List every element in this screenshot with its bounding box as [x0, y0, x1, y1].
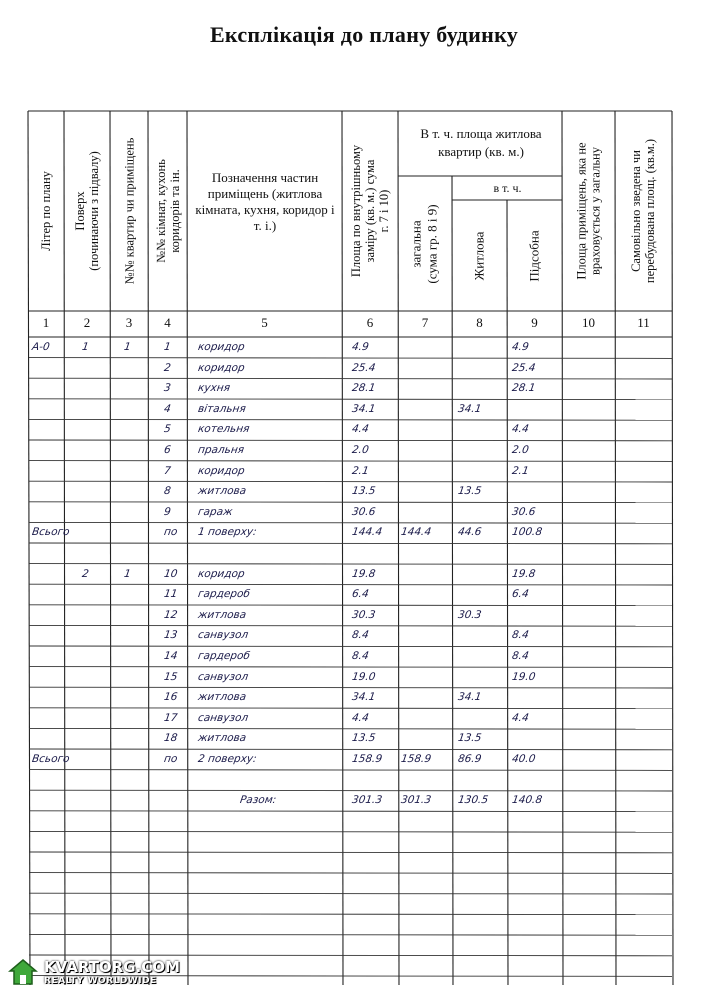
cell-c5: санвузол [197, 711, 250, 724]
cell-c9: 100.8 [511, 526, 543, 539]
cell-c9: 40.0 [511, 753, 537, 765]
cell-c5: котельня [197, 423, 251, 436]
cell-c4: по [163, 753, 179, 765]
header-floor-line2: (починаючи з підвалу) [87, 151, 101, 271]
cell-c6: 301.3 [351, 794, 383, 807]
cell-c8: 34.1 [457, 691, 483, 704]
header-unauthorized [615, 111, 672, 311]
cell-c7: 301.3 [400, 794, 432, 807]
cell-c6: 4.9 [351, 341, 370, 353]
column-number: 6 [366, 315, 374, 330]
cell-c6: 13.5 [351, 485, 377, 498]
cell-c9: 25.4 [511, 361, 537, 374]
header-floor [64, 111, 110, 311]
watermark-text [44, 958, 180, 986]
header-area-line3: г. 7 і 10) [377, 189, 391, 233]
cell-c6: 2.0 [351, 444, 370, 456]
cell-c9: 28.1 [511, 382, 537, 395]
cell-c5: 1 поверху: [197, 526, 258, 539]
cell-c2: 2 [81, 567, 90, 580]
header-total-living [398, 176, 452, 311]
cell-c6: 8.4 [351, 629, 370, 642]
cell-c5: кухня [197, 382, 231, 395]
header-total-line2: (сума гр. 8 і 9) [425, 203, 440, 284]
cell-c5: санвузол [197, 629, 250, 642]
cell-c9: 19.0 [511, 670, 537, 683]
cell-c9: 30.6 [511, 505, 537, 518]
cell-c4: 4 [163, 402, 172, 415]
cell-c6: 13.5 [351, 732, 377, 745]
cell-c6: 30.3 [351, 608, 377, 621]
cell-c6: 4.4 [351, 423, 370, 436]
header-designation: Позначення частин приміщень (житлова кімната, кухня, коридор і т. і.) [195, 170, 335, 233]
header-floor-line1: Поверх [73, 191, 87, 231]
cell-c1: Всього [31, 753, 71, 765]
cell-c9: 4.4 [511, 423, 530, 436]
cell-c5: житлова [197, 485, 248, 498]
column-number: 7 [421, 315, 429, 330]
cell-c1: А-0 [31, 341, 51, 353]
column-number: 11 [637, 315, 650, 330]
cell-c9: 8.4 [511, 650, 530, 662]
cell-c9: 140.8 [511, 794, 543, 807]
header-notcounted-line1: Площа приміщень, яка не [574, 142, 589, 280]
cell-c9: 4.4 [511, 711, 530, 724]
cell-c4: 2 [163, 361, 172, 374]
cell-c5: 2 поверху: [197, 753, 258, 765]
header-apartments: №№ квартир чи приміщень [122, 137, 136, 285]
column-number: 9 [531, 315, 538, 330]
cell-c9: 2.0 [511, 444, 530, 456]
cell-c8: 130.5 [457, 794, 489, 807]
cell-c6: 158.9 [351, 753, 383, 765]
column-number: 3 [125, 315, 133, 330]
header-subgroup: в т. ч. [493, 181, 522, 195]
cell-c8: 13.5 [457, 732, 483, 745]
cell-c5: коридор [197, 341, 246, 353]
header-rooms-line2: коридорів та ін. [167, 169, 182, 253]
header-area-line2: заміру (кв. м.) сума [363, 159, 377, 263]
cell-c5: гардероб [197, 588, 251, 601]
cell-c4: 13 [163, 629, 179, 642]
cell-c6: 4.4 [351, 711, 370, 724]
cell-c5: вітальня [197, 402, 247, 415]
cell-c8: 30.3 [457, 608, 483, 621]
cell-c4: 11 [163, 588, 179, 601]
cell-c4: 17 [163, 711, 179, 724]
cell-c6: 34.1 [351, 691, 377, 704]
column-number: 4 [164, 315, 171, 330]
column-number: 10 [582, 315, 595, 330]
cell-c8: 44.6 [457, 526, 483, 539]
header-not-counted [562, 111, 615, 311]
cell-c6: 28.1 [351, 382, 377, 395]
header-area-total [342, 111, 398, 311]
cell-c4: 3 [163, 382, 172, 395]
cell-c4: 18 [163, 732, 179, 745]
cell-c5: житлова [197, 732, 248, 745]
cell-c6: 8.4 [351, 650, 370, 662]
cell-c8: 13.5 [457, 485, 483, 498]
cell-c6: 25.4 [351, 361, 377, 374]
cell-c3: 1 [123, 567, 132, 580]
header-notcounted-line2: враховується у загальну [588, 147, 603, 275]
header-auxiliary: Підсобна [526, 229, 542, 282]
cell-c4: 6 [163, 444, 172, 456]
header-rooms-line1: №№ кімнат, кухонь [153, 159, 168, 263]
cell-c6: 6.4 [351, 588, 370, 601]
cell-c4: по [163, 526, 179, 539]
document-title: Експлікація до плану будинку [209, 22, 519, 47]
column-number: 1 [42, 315, 50, 330]
cell-c5: Разом: [239, 794, 278, 807]
column-number: 8 [476, 315, 483, 330]
cell-c6: 19.8 [351, 567, 377, 580]
watermark [8, 958, 180, 986]
header-unauth-line1: Самовільно зведена чи [629, 150, 644, 272]
cell-c4: 16 [163, 691, 179, 704]
header-group-living: В т. ч. площа житлова квартир (кв. м.) [420, 126, 542, 159]
cell-c4: 12 [163, 608, 179, 621]
cell-c6: 34.1 [351, 402, 377, 415]
cell-c4: 7 [163, 464, 172, 477]
cell-c3: 1 [123, 341, 132, 353]
cell-c6: 2.1 [351, 464, 370, 477]
cell-c9: 6.4 [511, 588, 530, 601]
cell-c5: гараж [197, 505, 234, 518]
cell-c4: 10 [163, 567, 179, 580]
cell-c4: 8 [163, 485, 172, 498]
cell-c1: Всього [31, 526, 71, 539]
cell-c4: 15 [163, 670, 179, 683]
watermark-tagline: REALTY WORLDWIDE [44, 976, 157, 986]
cell-c8: 34.1 [457, 402, 483, 415]
cell-c4: 9 [163, 505, 172, 518]
header-unauth-line2: перебудована площ. (кв.м.) [643, 138, 658, 284]
cell-c6: 144.4 [351, 526, 383, 539]
header-liter: Літер по плану [39, 171, 54, 251]
cell-c9: 8.4 [511, 629, 530, 642]
cell-c9: 2.1 [511, 464, 530, 477]
header-living: Житлова [471, 231, 487, 280]
cell-c5: коридор [197, 567, 246, 580]
cell-c5: коридор [197, 464, 246, 477]
cell-c4: 5 [163, 423, 172, 436]
cell-c5: коридор [197, 361, 246, 374]
cell-c9: 4.9 [511, 341, 530, 353]
cell-c7: 158.9 [400, 753, 432, 765]
cell-c4: 1 [163, 341, 172, 353]
column-number: 5 [261, 315, 268, 330]
cell-c9: 19.8 [511, 567, 537, 580]
header-rooms [148, 111, 187, 311]
house-logo-icon [8, 958, 38, 986]
cell-c4: 14 [163, 650, 179, 662]
cell-c5: житлова [197, 608, 248, 621]
cell-c5: житлова [197, 691, 248, 704]
header-total-line1: загальна [409, 219, 424, 268]
cell-c8: 86.9 [457, 753, 483, 765]
watermark-site: KVARTORG.COM [44, 958, 180, 976]
cell-c5: гардероб [197, 650, 251, 662]
column-number: 2 [83, 315, 91, 330]
cell-c5: пральня [197, 444, 245, 456]
cell-c5: санвузол [197, 670, 250, 683]
cell-c2: 1 [81, 341, 90, 353]
header-area-line1: Площа по внутрішньому [349, 144, 363, 278]
cell-c7: 144.4 [400, 526, 432, 539]
cell-c6: 30.6 [351, 505, 377, 518]
cell-c6: 19.0 [351, 670, 377, 683]
